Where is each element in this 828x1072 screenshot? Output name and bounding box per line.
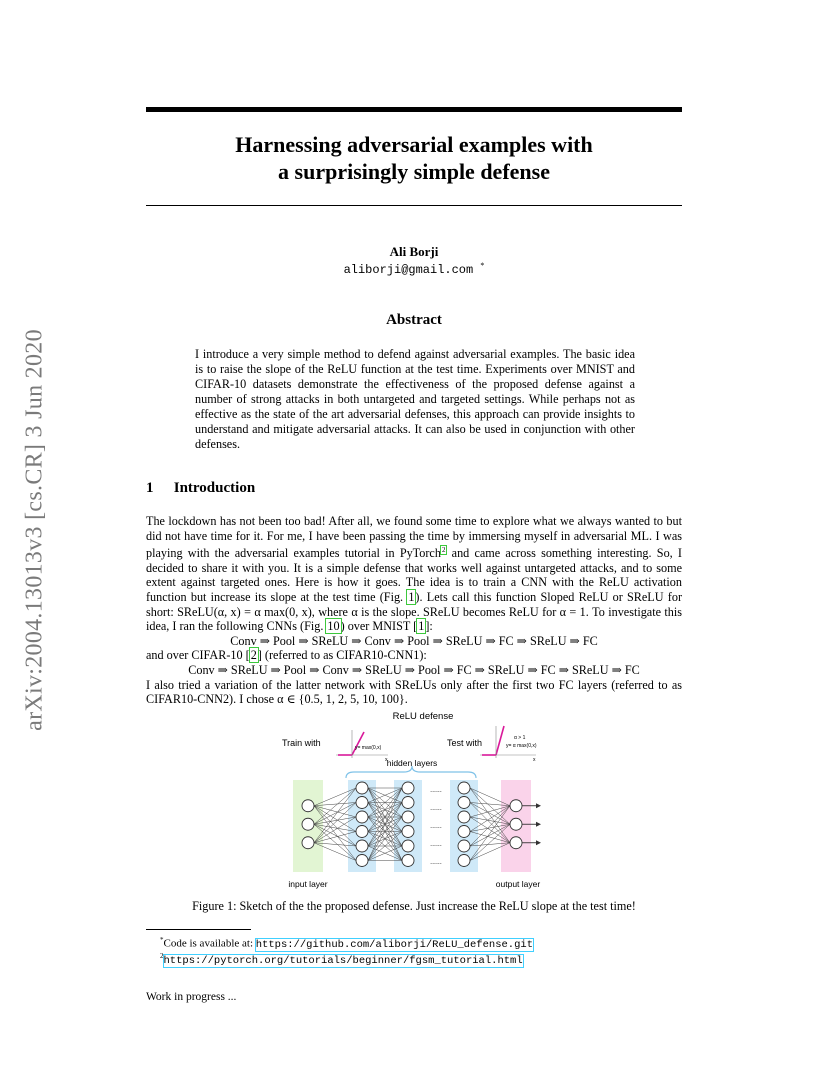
ellipsis-dots: ...... <box>430 787 442 794</box>
citation-link-1[interactable]: 1 <box>418 619 425 634</box>
citation-link-2[interactable]: 2 <box>250 648 257 663</box>
relu-defense-diagram <box>268 706 558 896</box>
input-node <box>302 800 314 812</box>
abstract-body: I introduce a very simple method to defend against adversarial examples. The basic idea is to raise the slope of the ReLU function at the test time. Experiments over MNIST and CIFAR-10 datasets demonstrate the effectiveness of the proposed defense against a number of strong attacks in both untargeted and targeted settings. While perhaps not as effective as the state of the art adversarial defenses, this approach can provide insights to understand and mitigate adversarial attacks. It can also be used in conjunction with other defenses. <box>195 347 635 451</box>
output-node <box>510 800 522 812</box>
work-in-progress-note: Work in progress ... <box>146 991 237 1003</box>
test-condition: α > 1 <box>514 735 526 741</box>
intro-text: and over CIFAR-10 [ <box>146 648 250 663</box>
input-node <box>302 837 314 849</box>
footnote-rule <box>146 929 251 930</box>
section-title: Introduction <box>173 480 256 496</box>
title-rule-top <box>146 107 682 112</box>
hidden-1-node <box>356 782 368 794</box>
figure-link-10[interactable]: 10 <box>327 619 340 634</box>
author-email-line <box>146 261 682 277</box>
ellipsis-dots: ...... <box>430 805 442 812</box>
author-name: Ali Borji <box>389 244 439 259</box>
train-relu-icon <box>336 730 388 763</box>
hidden-2-node <box>402 826 414 838</box>
hidden-3-node <box>458 811 470 823</box>
figure-heading: ReLU defense <box>392 711 454 722</box>
output-arrow-head <box>536 840 541 845</box>
hidden-2-node <box>402 811 414 823</box>
hidden-1-node <box>356 811 368 823</box>
author-email[interactable]: aliborji@gmail.com <box>343 263 474 277</box>
figure-caption: Figure 1: Sketch of the the proposed defense. Just increase the ReLU slope at the test time! <box>192 899 636 913</box>
test-label: Test with <box>447 738 483 748</box>
ellipsis-dots: ...... <box>430 841 442 848</box>
hidden-2-node <box>402 855 414 867</box>
footnote-1 <box>160 936 533 951</box>
intro-paragraph-1 <box>146 514 682 634</box>
hidden-3-node <box>458 797 470 809</box>
input-node <box>302 818 314 830</box>
title-line-2: a surprisingly simple defense <box>278 159 550 184</box>
footnote-1-mark: * <box>160 936 164 944</box>
cifar-line <box>146 648 682 663</box>
hidden-3-node <box>458 826 470 838</box>
ellipsis-dots: ...... <box>430 823 442 830</box>
hidden-3-node <box>458 782 470 794</box>
output-node <box>510 818 522 830</box>
hidden-3-node <box>458 855 470 867</box>
footnote-2-mark: 2 <box>160 952 164 960</box>
hidden-2-node <box>402 797 414 809</box>
hidden-2-node <box>402 840 414 852</box>
intro-text: ). Lets call this function Sloped ReLU or SReLU for short: SReLU(α, x) = α max(0, x), where α is the slope. SReLU becomes ReLU for α = 1. To investigate this idea, I ran the following CNNs (Fig. <box>146 590 682 634</box>
intro-body <box>146 514 682 707</box>
title-rule-bottom <box>146 205 682 206</box>
footnote-1-text: Code is available at: <box>163 937 256 950</box>
footnote-link-2[interactable]: 2 <box>441 546 446 555</box>
intro-text: ] (referred to as CIFAR10-CNN1): <box>257 648 427 663</box>
arxiv-stamp <box>20 300 50 760</box>
footnote-1-url[interactable]: https://github.com/aliborji/ReLU_defense.git <box>255 938 533 951</box>
output-node <box>510 837 522 849</box>
email-footnote-mark: * <box>480 261 485 270</box>
output-arrow-head <box>536 803 541 808</box>
arch-mnist: Conv ⇒ Pool ⇒ SReLU ⇒ Conv ⇒ Pool ⇒ SReLU ⇒ FC ⇒ SReLU ⇒ FC <box>230 633 598 648</box>
hidden-1-node <box>356 826 368 838</box>
intro-text: The lockdown has not been too bad! After all, we found some time to explore what we always wanted to but did not have time for it. For me, I have been passing the time by immersing myself in adversarial ML. I was playing with the adversarial examples tutorial in PyTorch <box>146 514 682 561</box>
hidden-1-node <box>356 855 368 867</box>
hidden-3-node <box>458 840 470 852</box>
title-line-1: Harnessing adversarial examples with <box>235 132 593 157</box>
output-arrow-head <box>536 822 541 827</box>
arxiv-stamp-text: arXiv:2004.13013v3 [cs.CR] 3 Jun 2020 <box>21 329 48 731</box>
hidden-1-node <box>356 840 368 852</box>
abstract-heading: Abstract <box>386 312 442 328</box>
test-axis-x: x <box>533 757 536 763</box>
figure-1 <box>268 706 558 896</box>
footnote-2-url[interactable]: https://pytorch.org/tutorials/beginner/fgsm_tutorial.html <box>163 954 523 967</box>
output-layer-label: output layer <box>495 879 541 889</box>
train-axis-x: x <box>385 757 388 763</box>
test-relu-icon <box>480 726 537 763</box>
intro-paragraph-2: I also tried a variation of the latter network with SReLUs only after the first two FC layers (referred to as CIFAR10-CNN2). I chose α ∈ {0.5, 1, 2, 5, 10, 100}. <box>146 677 682 707</box>
arch-cifar: Conv ⇒ SReLU ⇒ Pool ⇒ Conv ⇒ SReLU ⇒ Pool ⇒ FC ⇒ SReLU ⇒ FC ⇒ SReLU ⇒ FC <box>188 663 640 677</box>
input-layer-label: input layer <box>288 879 328 889</box>
figure-link-1[interactable]: 1 <box>408 590 415 605</box>
section-heading <box>146 480 255 497</box>
footnote-2 <box>160 952 523 967</box>
hidden-layers-label: hidden layers <box>386 758 438 768</box>
hidden-1-node <box>356 797 368 809</box>
ellipsis-dots: ...... <box>430 859 442 866</box>
intro-text: and came across something interesting. So, I decided to share it with you. It is a simple defense that works well against untargeted attacks, and to some extent against targeted ones. Here is how it goes. The idea is to train a CNN with the ReLU activation function but increase its slope at the test time (Fig. <box>146 546 682 605</box>
train-equation: y= max(0,x) <box>355 745 382 751</box>
paper-title <box>146 131 682 185</box>
train-label: Train with <box>282 738 321 748</box>
section-number: 1 <box>146 480 154 496</box>
intro-text: ]: <box>425 619 433 634</box>
intro-text: ) over MNIST [ <box>340 619 418 634</box>
test-equation: y= α max(0,x) <box>506 743 537 749</box>
hidden-2-node <box>402 782 414 794</box>
network <box>293 780 541 872</box>
